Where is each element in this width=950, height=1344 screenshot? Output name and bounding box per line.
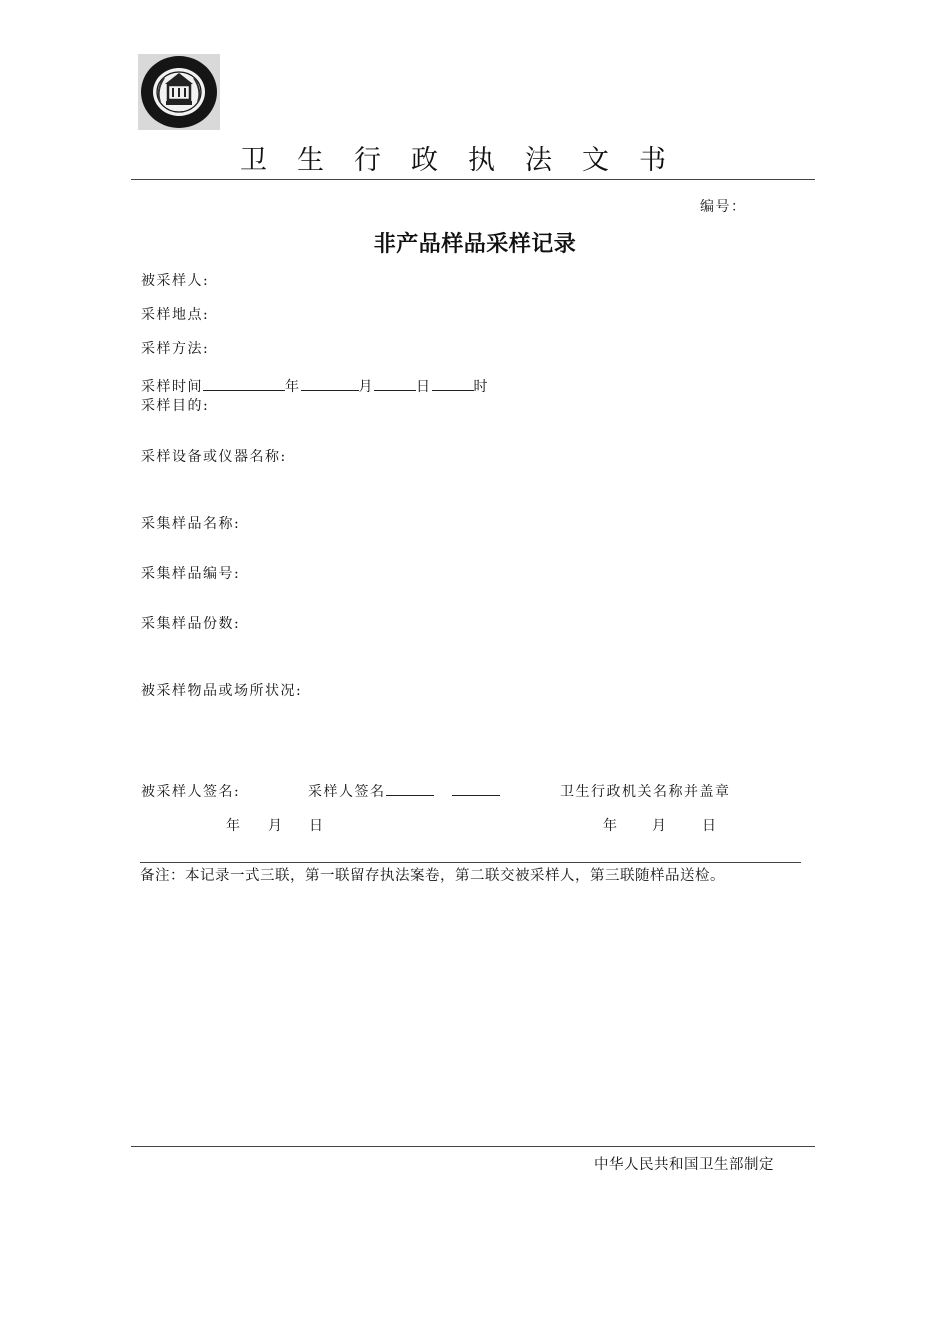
sampling-purpose-label: 采样目的: [141, 398, 210, 414]
sampler-signature-label: 采样人签名 [308, 784, 386, 800]
sampler-signature-row [308, 781, 500, 801]
right-date-year: 年 [603, 818, 619, 834]
sampling-method-label: 采样方法: [141, 341, 210, 357]
month-blank [301, 377, 359, 391]
month-label: 月 [358, 379, 374, 395]
sampled-party-signature-label: 被采样人签名: [141, 784, 241, 800]
note-divider [140, 862, 801, 863]
hour-blank [432, 377, 474, 391]
left-date-day: 日 [309, 818, 325, 834]
remarks-note: 备注：本记录一式三联，第一联留存执法案卷，第二联交被采样人，第三联随样品送检。 [140, 868, 725, 884]
sampling-time-label: 采样时间 [141, 379, 203, 395]
sampling-time-row [141, 376, 489, 396]
document-number-label: 编号： [700, 199, 747, 215]
document-type-header: 卫生行政执法文书 [240, 145, 696, 176]
sampled-party-label: 被采样人: [141, 273, 210, 289]
right-date-day: 日 [702, 818, 718, 834]
record-title: 非产品样品采样记录 [373, 232, 577, 257]
right-date-month: 月 [652, 818, 668, 834]
equipment-name-label: 采样设备或仪器名称: [141, 449, 287, 465]
year-blank [203, 377, 285, 391]
site-condition-label: 被采样物品或场所状况: [141, 683, 303, 699]
agency-seal-label: 卫生行政机关名称并盖章 [560, 784, 731, 800]
issuer-text: 中华人民共和国卫生部制定 [594, 1157, 774, 1173]
sample-name-label: 采集样品名称: [141, 516, 241, 532]
health-inspection-emblem [138, 54, 220, 130]
sampler-signature-blank-1 [386, 782, 434, 796]
sampler-signature-blank-2 [452, 782, 500, 796]
hour-label: 时 [473, 379, 489, 395]
sampling-location-label: 采样地点: [141, 307, 210, 323]
sample-count-label: 采集样品份数: [141, 616, 241, 632]
left-date-year: 年 [226, 818, 242, 834]
header-divider [131, 179, 815, 180]
day-blank [374, 377, 416, 391]
sample-number-label: 采集样品编号: [141, 566, 241, 582]
left-date-month: 月 [268, 818, 284, 834]
day-label: 日 [416, 379, 432, 395]
footer-divider [131, 1146, 815, 1147]
year-label: 年 [285, 379, 301, 395]
